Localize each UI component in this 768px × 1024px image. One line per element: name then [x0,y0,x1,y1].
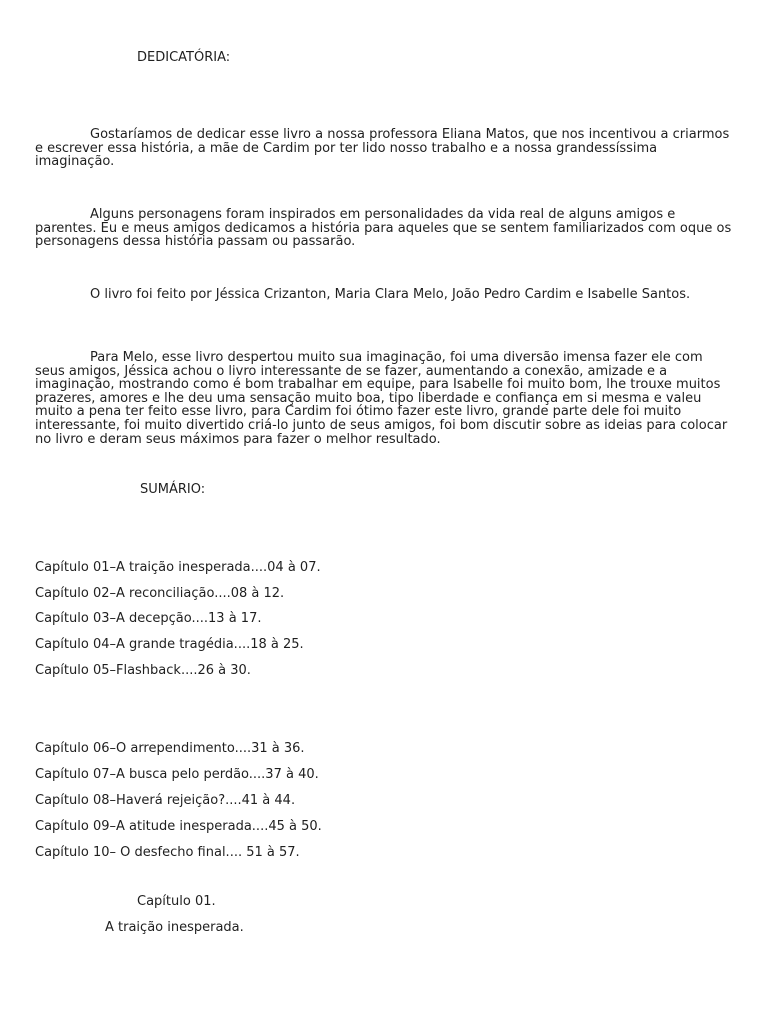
toc-entry: Capítulo 04–A grande tragédia....18 à 25. [35,637,304,652]
toc-entry: Capítulo 09–A atitude inesperada....45 à 50. [35,819,322,834]
toc-entry: Capítulo 07–A busca pelo perdão....37 à 40. [35,767,319,782]
summary-heading: SUMÁRIO: [140,482,206,497]
dedication-heading: DEDICATÓRIA: [137,50,231,65]
toc-entry: Capítulo 10– O desfecho final.... 51 à 57. [35,845,300,860]
toc-entry: Capítulo 01–A traição inesperada....04 à 07. [35,560,321,575]
toc-entry: Capítulo 03–A decepção....13 à 17. [35,611,262,626]
toc-entry: Capítulo 02–A reconciliação....08 à 12. [35,586,285,601]
authors-reflection-paragraph: Para Melo, esse livro despertou muito sua imaginação, foi uma diversão imensa fazer ele com seus amigos, Jéssica achou o livro interessante de se fazer, aumentando a conexão, amizade e a imaginação, mostrando como é bom trabalhar em equipe, para Isabelle foi muito bom, lhe trouxe muitos prazeres, amores e lhe deu uma sensação muito boa, tipo liberdade e confiança em si mesma e valeu muito a pena ter feito esse livro, para Cardim foi ótimo fazer este livro, grande parte dele foi muito interessante, foi muito divertido criá-lo junto de seus amigos, foi bom discutir sobre as ideias para colocar no livro e deram seus máximos para fazer o melhor resultado. [35,350,728,447]
toc-entry: Capítulo 06–O arrependimento....31 à 36. [35,741,305,756]
authors-paragraph: O livro foi feito por Jéssica Crizanton, Maria Clara Melo, João Pedro Cardim e Isabelle Santos. [90,287,691,302]
dedication-paragraph: Gostaríamos de dedicar esse livro a nossa professora Eliana Matos, que nos incentivou a criarmos e escrever essa história, a mãe de Cardim por ter lido nosso trabalho e a nossa grandessíssima imaginação. [35,127,730,170]
chapter-number: Capítulo 01. [137,894,216,909]
toc-entry: Capítulo 05–Flashback....26 à 30. [35,663,251,678]
chapter-title: A traição inesperada. [105,920,244,935]
dedication-paragraph: Alguns personagens foram inspirados em personalidades da vida real de alguns amigos e parentes. Eu e meus amigos dedicamos a história para aqueles que se sentem familiarizados com oque os personagens dessa história passam ou passarão. [35,207,732,250]
toc-entry: Capítulo 08–Haverá rejeição?....41 à 44. [35,793,296,808]
